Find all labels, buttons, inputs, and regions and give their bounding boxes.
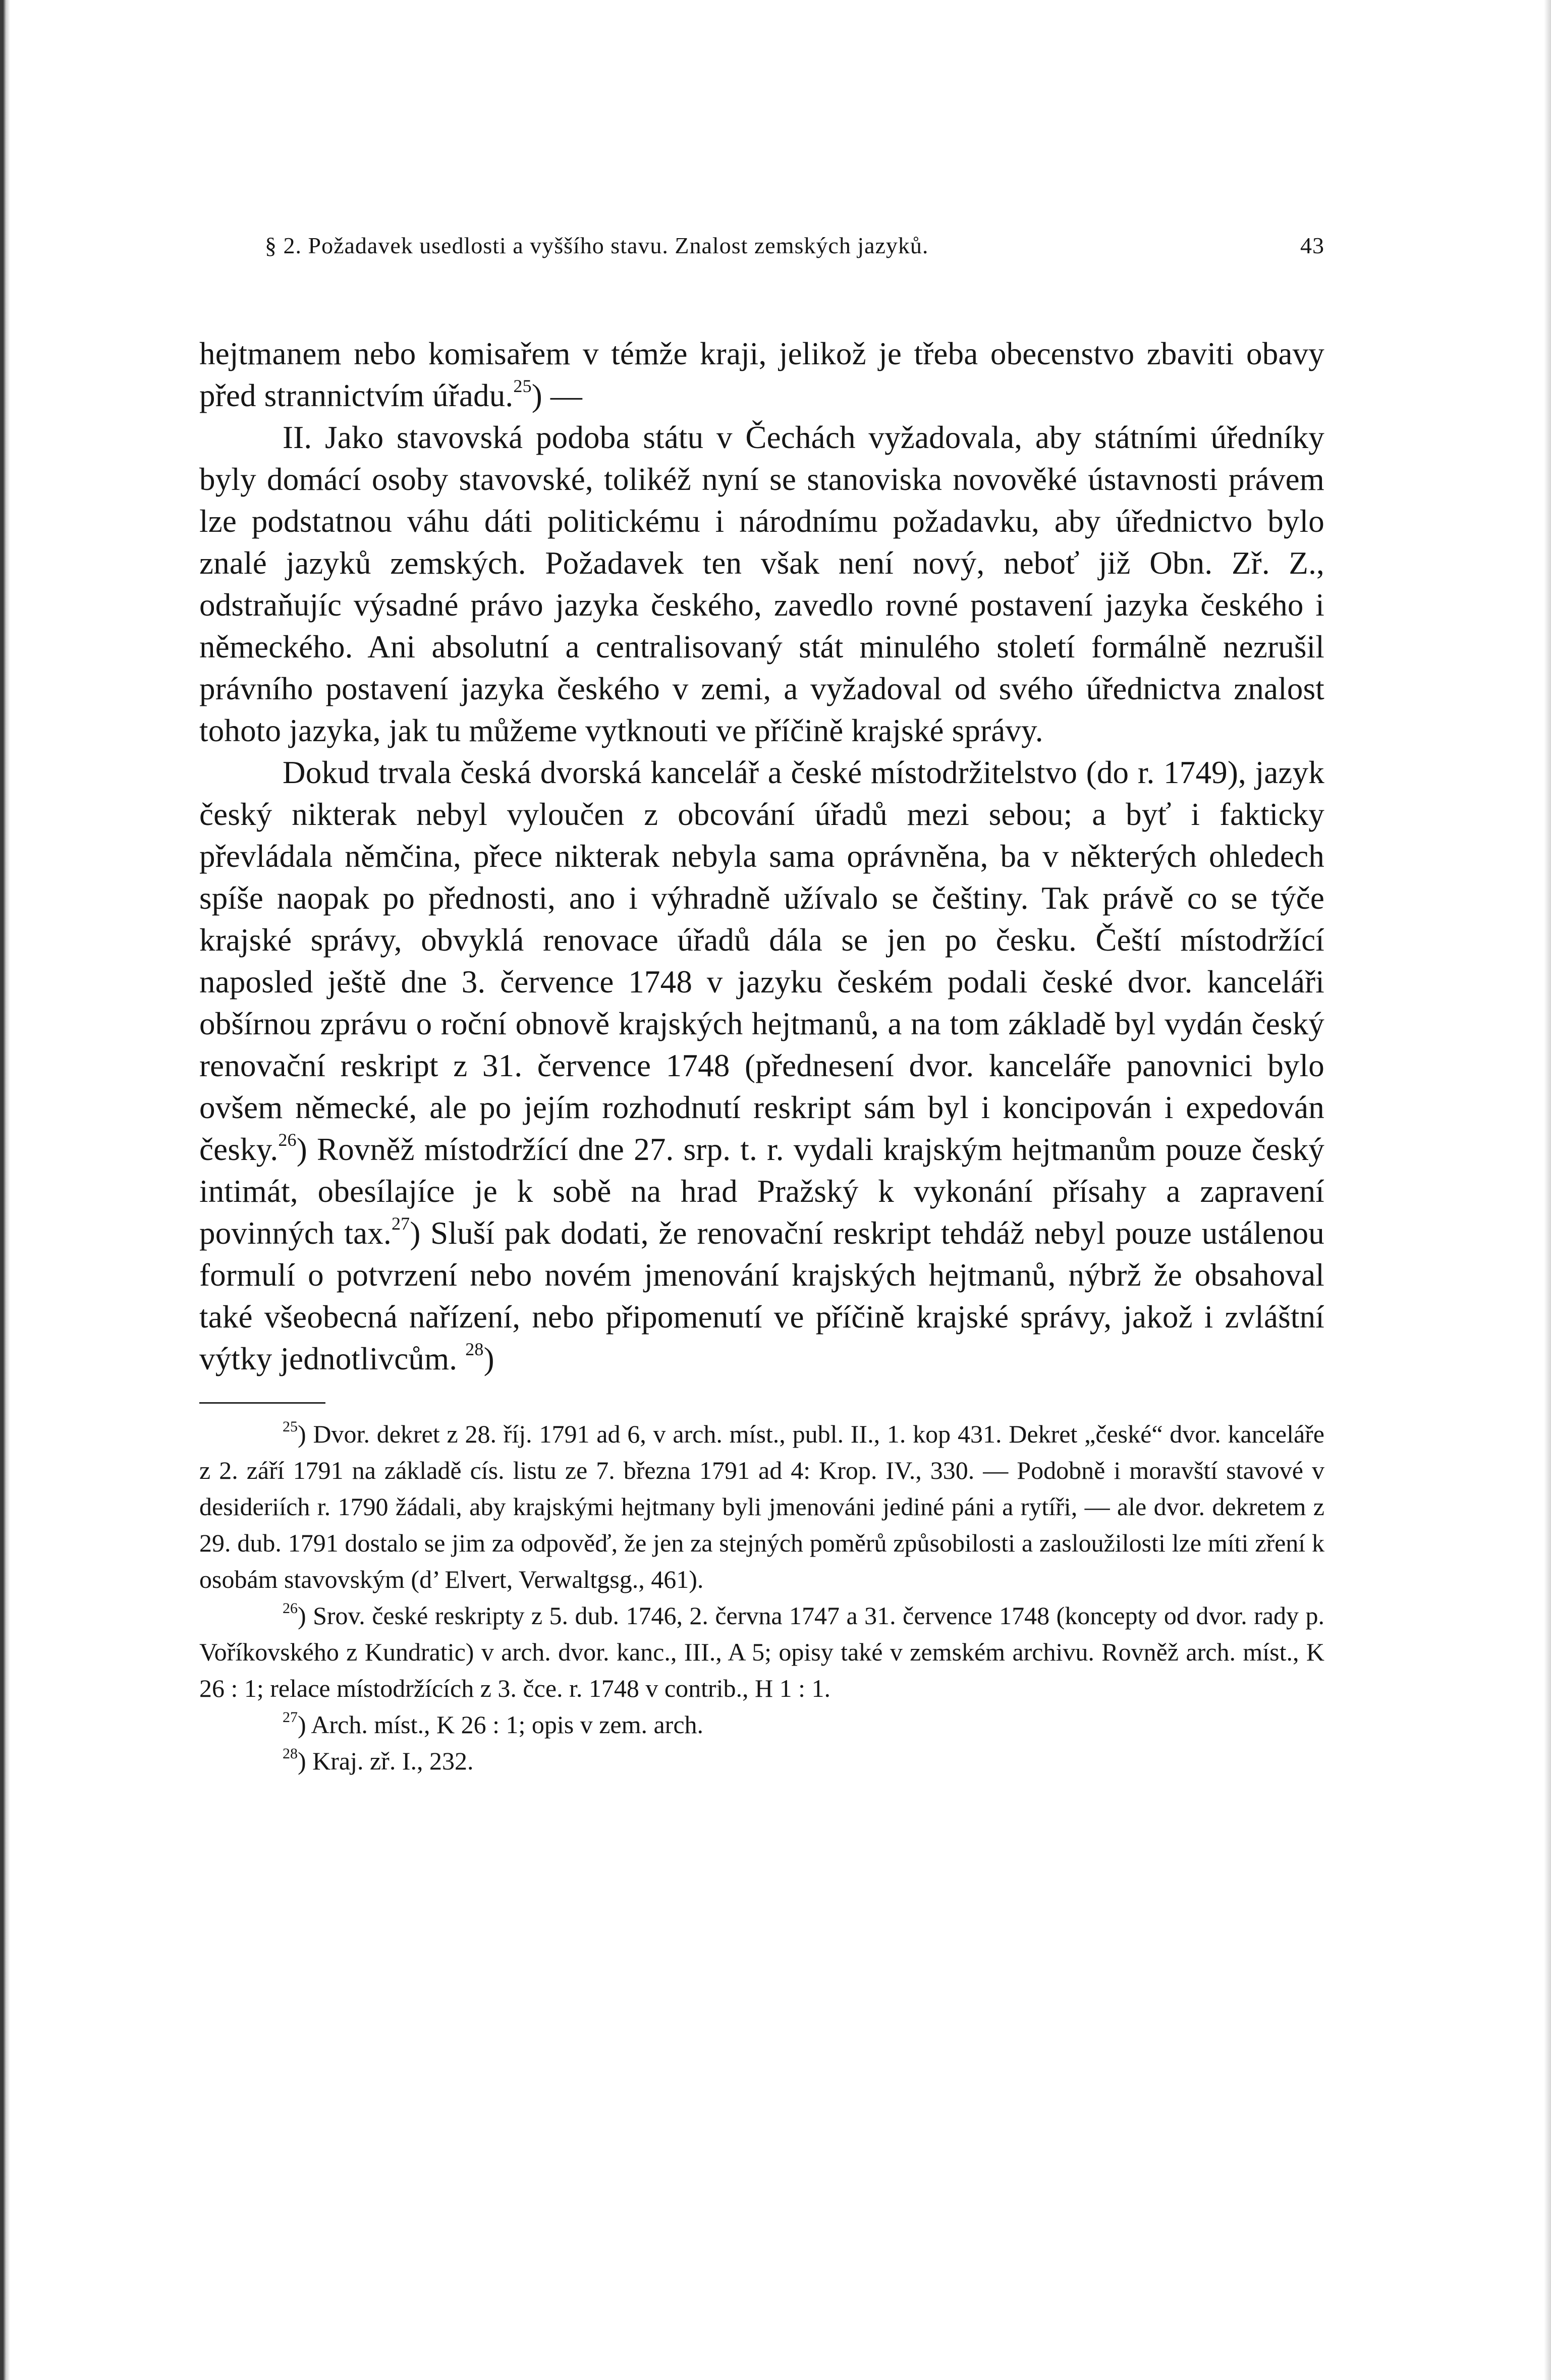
paragraph-2-text: II. Jako stavovská podoba státu v Čechách vyžadovala, aby státními úředníky byly domácí osoby stavovské, tolikéž nyní se stanoviska novověké ústavnosti právem lze podstatnou váhu dáti politickému i národnímu požadavku, aby úřednictvo bylo znalé jazyků zemských. Požadavek ten však není nový, neboť již Obn. Zř. Z., odstraňujíc výsadné právo jazyka českého, zavedlo rovné postavení jazyka českého i německého. Ani absolutní a centralisovaný stát minulého století formálně nezrušil právního postavení jazyka českého v zemi, a vyžadoval od svého úřednictva znalost tohoto jazyka, jak tu můžeme vytknouti ve příčině krajské správy. <box>199 420 1324 748</box>
footnote-mark: 25 <box>283 1418 298 1435</box>
running-header <box>199 232 1324 272</box>
footnote-ref-28: 28 <box>465 1339 484 1359</box>
footnote-ref-26: 26 <box>278 1130 297 1150</box>
scan-edge-left <box>0 0 10 2380</box>
footnote-25 <box>199 1416 1324 1597</box>
footnote-mark: 26 <box>283 1600 298 1617</box>
paragraph-1 <box>199 333 1324 417</box>
scan-edge-right <box>1544 0 1551 2380</box>
paragraph-3 <box>199 752 1324 1380</box>
footnote-26 <box>199 1597 1324 1706</box>
paragraph-1-text: hejtmanem nebo komisařem v témže kraji, jelikož je třeba obecenstvo zbaviti obavy před strannictvím úřadu. <box>199 336 1324 413</box>
footnote-text: ) Arch. míst., K 26 : 1; opis v zem. arch. <box>298 1710 704 1739</box>
footnote-27 <box>199 1706 1324 1743</box>
footnote-text: ) Dvor. dekret z 28. říj. 1791 ad 6, v arch. míst., publ. II., 1. kop 431. Dekret „české“ dvor. kanceláře z 2. září 1791 na základě cís. listu ze 7. března 1791 ad 4: Krop. IV., 330. — Podobně i moravští stavové v desideriích r. 1790 žádali, aby krajskými hejtmany byli jmenováni jediné páni a rytíři, — ale dvor. dekretem z 29. dub. 1791 dostalo se jim za odpověď, že jen za stejných poměrů způsobilosti a zasloužilosti lze míti zření k osobám stavovským (d’ Elvert, Verwaltgsg., 461). <box>199 1420 1324 1593</box>
footnote-text: ) Srov. české reskripty z 5. dub. 1746, 2. června 1747 a 31. července 1748 (koncepty od dvor. rady p. Voříkovského z Kundratic) v arch. dvor. kanc., III., A 5; opisy také v zemském archivu. Rovněž arch. míst., K 26 : 1; relace místodržících z 3. čce. r. 1748 v contrib., H 1 : 1. <box>199 1601 1324 1702</box>
footnote-mark: 28 <box>283 1745 298 1762</box>
paragraph-1-tail: ) — <box>531 378 583 413</box>
paragraph-3-part-c: ) Sluší pak dodati, že renovační reskript tehdáž nebyl pouze ustálenou formulí o potvrzení nebo novém jmenování krajských hejtmanů, nýbrž že obsahoval také všeobecná nařízení, nebo připomenutí ve příčině krajské správy, jakož i zvláštní výtky jednotlivcům. <box>199 1215 1324 1376</box>
paragraph-3-part-b: ) Rovněž místodržící dne 27. srp. t. r. vydali krajským hejtmanům pouze český intimát, obesílajíce je k sobě na hrad Pražský k vykonání přísahy a zapravení povinných tax. <box>199 1132 1324 1251</box>
footnote-mark: 27 <box>283 1709 298 1726</box>
main-text <box>199 333 1324 1380</box>
paragraph-2 <box>199 417 1324 752</box>
footnotes <box>199 1416 1324 1779</box>
footnote-ref-25: 25 <box>513 376 532 396</box>
page-number: 43 <box>1300 233 1324 258</box>
running-title: § 2. Požadavek usedlosti a vyššího stavu. Znalost zemských jazyků. <box>265 233 929 258</box>
book-page <box>199 232 1324 1779</box>
paragraph-3-part-d: ) <box>483 1341 494 1376</box>
footnote-28 <box>199 1743 1324 1779</box>
footnote-text: ) Kraj. zř. I., 232. <box>298 1747 474 1775</box>
footnote-separator <box>199 1402 325 1404</box>
paragraph-3-part-a: Dokud trvala česká dvorská kancelář a české místodržitelstvo (do r. 1749), jazyk český nikterak nebyl vyloučen z obcování úřadů mezi sebou; a byť i fakticky převládala němčina, přece nikterak nebyla sama oprávněna, ba v některých ohledech spíše naopak po přednosti, ano i výhradně užívalo se češtiny. Tak právě co se týče krajské správy, obvyklá renovace úřadů dála se jen po česku. Čeští místodržící naposled ještě dne 3. července 1748 v jazyku českém podali české dvor. kanceláři obšírnou zprávu o roční obnově krajských hejtmanů, a na tom základě byl vydán český renovační reskript z 31. července 1748 (přednesení dvor. kanceláře panovnici bylo ovšem německé, ale po jejím rozhodnutí reskript sám byl i koncipován i expedován česky. <box>199 755 1324 1167</box>
footnote-ref-27: 27 <box>391 1213 410 1234</box>
